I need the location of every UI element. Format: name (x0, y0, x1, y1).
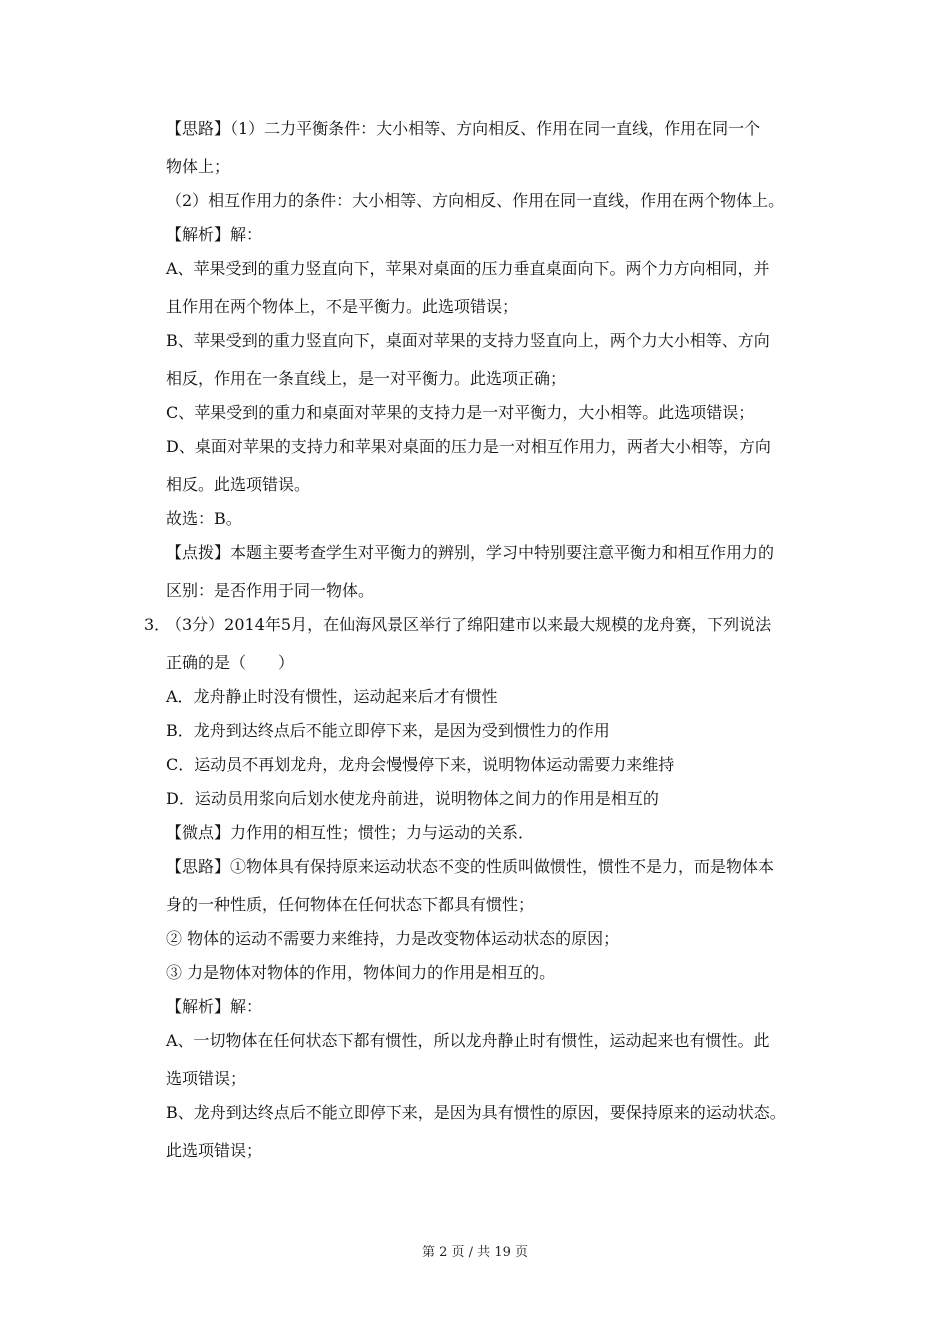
text-line: 【思路】①物体具有保持原来运动状态不变的性质叫做惯性，惯性不是力，而是物体本 (166, 857, 775, 876)
text-line: 区别：是否作用于同一物体。 (166, 581, 375, 600)
option-b: B．龙舟到达终点后不能立即停下来，是因为受到惯性力的作用 (166, 721, 610, 740)
text-line: （2）相互作用力的条件：大小相等、方向相反、作用在同一直线，作用在两个物体上。 (166, 191, 785, 210)
document-body (0, 118, 950, 1162)
text-line: D、桌面对苹果的支持力和苹果对桌面的压力是一对相互作用力，两者大小相等，方向 (166, 437, 771, 456)
text-line: 正确的是（ ） (166, 653, 295, 672)
text-line: 【点拨】本题主要考查学生对平衡力的辨别，学习中特别要注意平衡力和相互作用力的 (166, 543, 775, 562)
text-line: 相反。此选项错误。 (166, 475, 311, 494)
text-line: A、一切物体在任何状态下都有惯性，所以龙舟静止时有惯性，运动起来也有惯性。此 (166, 1031, 770, 1050)
option-c: C．运动员不再划龙舟，龙舟会慢慢停下来，说明物体运动需要力来维持 (166, 755, 675, 774)
page-footer: 第 2 页 / 共 19 页 (422, 1245, 528, 1260)
text-line: 相反，作用在一条直线上，是一对平衡力。此选项正确； (166, 369, 567, 388)
text-line: 此选项错误； (166, 1141, 263, 1160)
text-line: 故选：B。 (166, 509, 242, 528)
question-stem-text: （3分）2014年5月，在仙海风景区举行了绵阳建市以来最大规模的龙舟赛，下列说法 (166, 615, 772, 634)
text-line: 身的一种性质，任何物体在任何状态下都具有惯性； (166, 895, 535, 914)
option-a: A．龙舟静止时没有惯性，运动起来后才有惯性 (166, 687, 498, 706)
text-line: 选项错误； (166, 1069, 247, 1088)
text-line: ③ 力是物体对物体的作用，物体间力的作用是相互的。 (166, 963, 556, 982)
text-line: 【思路】（1）二力平衡条件：大小相等、方向相反、作用在同一直线，作用在同一个 (166, 119, 761, 138)
text-line: C、苹果受到的重力和桌面对苹果的支持力是一对平衡力，大小相等。此选项错误； (166, 403, 755, 422)
text-line: ② 物体的运动不需要力来维持，力是改变物体运动状态的原因； (166, 929, 620, 948)
option-d: D．运动员用浆向后划水使龙舟前进，说明物体之间力的作用是相互的 (166, 789, 659, 808)
question-3-stem (144, 614, 816, 636)
text-line: 且作用在两个物体上，不是平衡力。此选项错误； (166, 297, 519, 316)
text-line: 【解析】解： (166, 997, 263, 1016)
text-line: 【微点】力作用的相互性；惯性；力与运动的关系． (166, 823, 535, 842)
text-line: B、龙舟到达终点后不能立即停下来，是因为具有惯性的原因，要保持原来的运动状态。 (166, 1103, 786, 1122)
text-line: 物体上； (166, 157, 231, 176)
text-line: A、苹果受到的重力竖直向下，苹果对桌面的压力垂直桌面向下。两个力方向相同，并 (166, 259, 770, 278)
text-line: 【解析】解： (166, 225, 263, 244)
text-line: B、苹果受到的重力竖直向下，桌面对苹果的支持力竖直向上，两个力大小相等、方向 (166, 331, 770, 350)
question-number: 3． (144, 615, 171, 634)
